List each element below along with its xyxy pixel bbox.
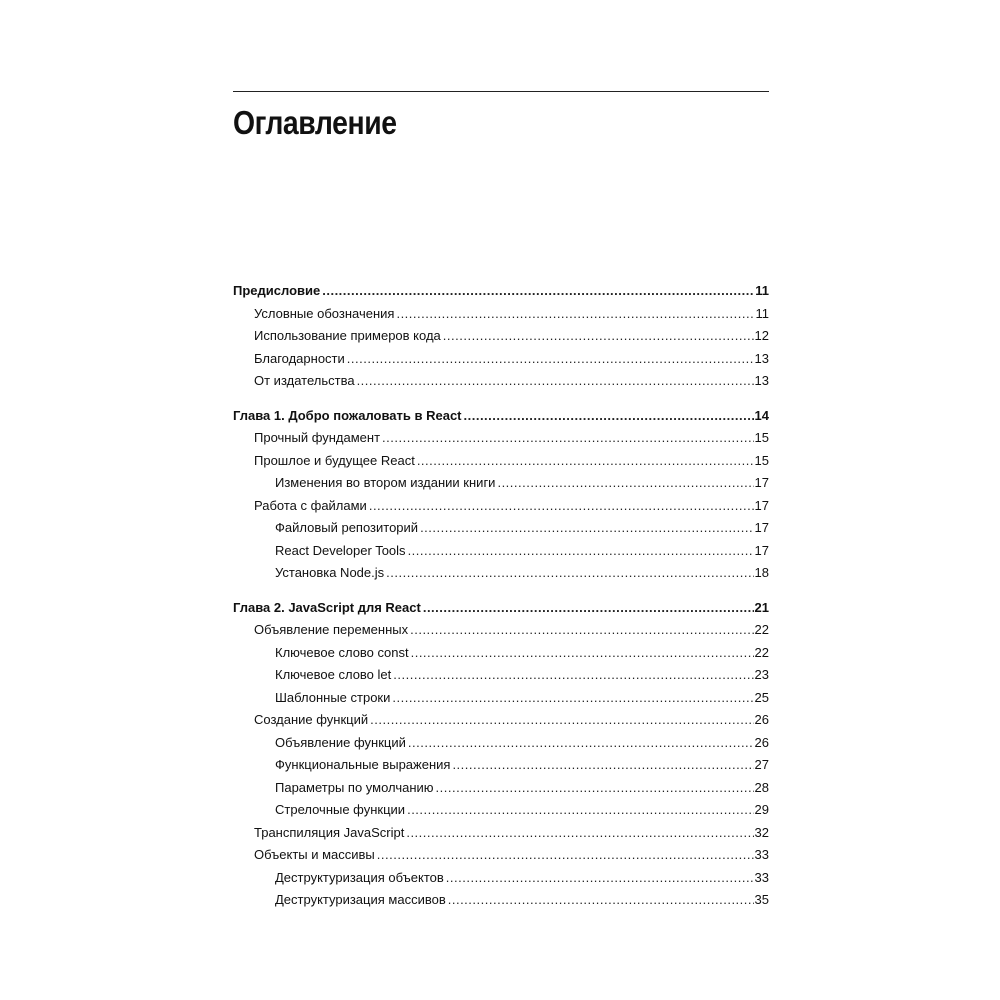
- toc-entry-label: Прошлое и будущее React: [254, 452, 415, 468]
- toc-page-number: 11: [755, 305, 769, 321]
- toc-dot-leader: [322, 280, 754, 303]
- toc-page-number: 32: [754, 824, 769, 840]
- toc-page-number: 35: [754, 892, 769, 907]
- toc-dot-leader: [423, 597, 754, 620]
- toc-page-number: 15: [754, 452, 769, 468]
- toc-dot-leader: [382, 427, 753, 450]
- toc-entry-label: Деструктуризация массивов: [275, 892, 446, 907]
- toc-page-number: 11: [755, 283, 769, 298]
- toc-dot-leader: [497, 472, 753, 495]
- toc-entry[interactable]: [233, 540, 769, 563]
- toc-page-number: 17: [754, 475, 769, 490]
- toc-page-number: 29: [754, 802, 769, 817]
- toc-entry[interactable]: [233, 889, 769, 912]
- toc-page-number: 17: [754, 520, 769, 535]
- toc-page-number: 21: [754, 599, 769, 615]
- toc-entry-label: Шаблонные строки: [275, 689, 391, 705]
- toc-entry[interactable]: [233, 450, 769, 473]
- toc-dot-leader: [446, 867, 754, 890]
- toc-section: [233, 280, 769, 393]
- toc-dot-leader: [452, 754, 753, 777]
- toc-dot-leader: [386, 562, 753, 585]
- toc-entry-label: От издательства: [254, 373, 355, 388]
- toc-dot-leader: [370, 709, 753, 732]
- toc-entry-label: Функциональные выражения: [275, 757, 451, 772]
- toc-entry-label: Файловый репозиторий: [275, 520, 419, 535]
- toc-dot-leader: [411, 642, 754, 665]
- toc-dot-leader: [408, 732, 754, 755]
- toc-entry[interactable]: [233, 777, 769, 800]
- toc-dot-leader: [396, 303, 754, 326]
- toc-chapter-entry[interactable]: [233, 280, 769, 303]
- toc-page-number: 22: [754, 622, 769, 637]
- toc-chapter-entry[interactable]: [233, 405, 769, 428]
- toc-entry-label: Предисловие: [233, 283, 321, 298]
- toc-dot-leader: [407, 799, 753, 822]
- toc-entry[interactable]: [233, 495, 769, 518]
- toc-entry[interactable]: [233, 754, 769, 777]
- toc-entry[interactable]: [233, 303, 769, 326]
- toc-dot-leader: [443, 325, 754, 348]
- toc-page-number: 33: [754, 847, 769, 862]
- table-of-contents: [233, 280, 769, 924]
- toc-entry[interactable]: [233, 844, 769, 867]
- toc-section: [233, 405, 769, 585]
- book-page: [233, 0, 769, 1000]
- toc-page-number: 13: [754, 350, 769, 366]
- page-title: Оглавление: [233, 104, 397, 141]
- toc-dot-leader: [377, 844, 754, 867]
- toc-dot-leader: [464, 405, 754, 428]
- toc-entry[interactable]: [233, 619, 769, 642]
- toc-entry-label: Благодарности: [254, 350, 345, 366]
- toc-dot-leader: [393, 664, 753, 687]
- header-rule: [233, 91, 769, 92]
- toc-entry-label: Объявление функций: [275, 734, 406, 750]
- toc-dot-leader: [347, 348, 754, 371]
- toc-entry[interactable]: [233, 427, 769, 450]
- toc-page-number: 18: [754, 565, 769, 580]
- toc-entry[interactable]: [233, 799, 769, 822]
- toc-entry[interactable]: [233, 642, 769, 665]
- toc-page-number: 28: [754, 779, 769, 795]
- toc-page-number: 26: [754, 734, 769, 750]
- toc-entry[interactable]: [233, 822, 769, 845]
- toc-dot-leader: [448, 889, 754, 912]
- toc-page-number: 12: [754, 328, 769, 343]
- toc-page-number: 25: [754, 689, 769, 705]
- toc-entry[interactable]: [233, 732, 769, 755]
- toc-page-number: 17: [754, 542, 769, 558]
- toc-dot-leader: [357, 370, 754, 393]
- toc-section: [233, 597, 769, 912]
- toc-entry-label: Глава 1. Добро пожаловать в React: [233, 407, 462, 423]
- toc-page-number: 17: [754, 497, 769, 513]
- toc-entry-label: Использование примеров кода: [254, 328, 441, 343]
- toc-entry-label: Прочный фундамент: [254, 430, 381, 445]
- toc-page-number: 14: [754, 407, 769, 423]
- toc-entry-label: Транспиляция JavaScript: [254, 824, 405, 840]
- toc-entry-label: Создание функций: [254, 712, 369, 727]
- toc-entry[interactable]: [233, 687, 769, 710]
- toc-entry[interactable]: [233, 348, 769, 371]
- toc-page-number: 26: [754, 712, 769, 727]
- toc-page-number: 22: [754, 644, 769, 660]
- toc-dot-leader: [410, 619, 753, 642]
- toc-chapter-entry[interactable]: [233, 597, 769, 620]
- toc-entry-label: Глава 2. JavaScript для React: [233, 599, 421, 615]
- toc-entry[interactable]: [233, 664, 769, 687]
- toc-entry-label: Работа с файлами: [254, 497, 367, 513]
- toc-page-number: 13: [754, 373, 769, 388]
- toc-entry-label: Условные обозначения: [254, 305, 395, 321]
- toc-entry-label: Установка Node.js: [275, 565, 385, 580]
- toc-dot-leader: [408, 540, 754, 563]
- toc-page-number: 33: [754, 869, 769, 885]
- toc-entry-label: Ключевое слово let: [275, 667, 392, 682]
- toc-dot-leader: [392, 687, 753, 710]
- toc-page-number: 23: [754, 667, 769, 682]
- toc-page-number: 27: [754, 757, 769, 772]
- toc-dot-leader: [406, 822, 753, 845]
- toc-entry[interactable]: [233, 709, 769, 732]
- toc-dot-leader: [369, 495, 754, 518]
- toc-entry-label: Параметры по умолчанию: [275, 779, 434, 795]
- toc-dot-leader: [420, 517, 753, 540]
- toc-entry[interactable]: [233, 517, 769, 540]
- toc-entry[interactable]: [233, 472, 769, 495]
- toc-entry-label: Объявление переменных: [254, 622, 409, 637]
- toc-dot-leader: [436, 777, 754, 800]
- toc-entry[interactable]: [233, 867, 769, 890]
- toc-page-number: 15: [754, 430, 769, 445]
- toc-entry-label: Объекты и массивы: [254, 847, 375, 862]
- toc-entry[interactable]: [233, 370, 769, 393]
- toc-entry-label: React Developer Tools: [275, 542, 406, 558]
- toc-dot-leader: [417, 450, 754, 473]
- toc-entry-label: Стрелочные функции: [275, 802, 406, 817]
- toc-entry-label: Ключевое слово const: [275, 644, 409, 660]
- toc-entry-label: Деструктуризация объектов: [275, 869, 444, 885]
- toc-entry[interactable]: [233, 325, 769, 348]
- toc-entry[interactable]: [233, 562, 769, 585]
- toc-entry-label: Изменения во втором издании книги: [275, 475, 496, 490]
